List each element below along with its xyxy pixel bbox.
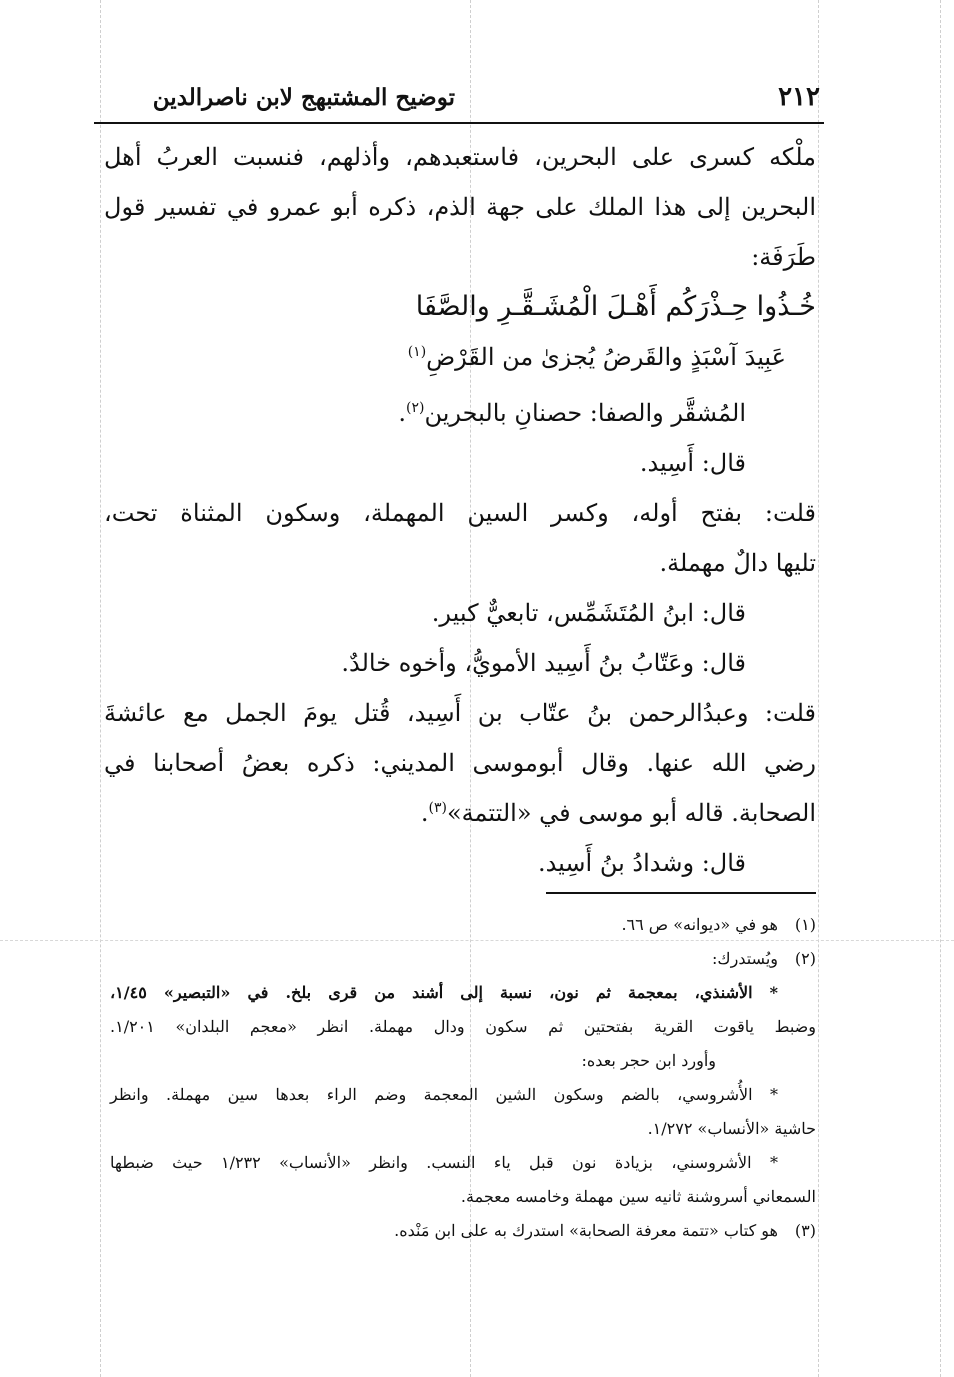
footnote-rule: [546, 892, 816, 894]
header-title: توضيح المشتبهج لابن ناصرالدين: [152, 84, 455, 111]
footnote-number: (١): [794, 915, 816, 934]
entry-asid: قال: أَسِيد.: [639, 449, 746, 477]
footnote-marker: (٢): [406, 400, 425, 416]
poem-verse-first-hemistich: خُـذُوا حِـذْرَكُم أَهْـلَ الْمُشَـقَّـرِ والصَّفَا: [415, 291, 816, 322]
text-line: [104, 388, 816, 438]
period: .: [398, 399, 407, 427]
footnote-text: هو في «ديوانه» ص ٦٦.: [621, 915, 778, 934]
scan-guide-line: [100, 0, 101, 1377]
footnote-entry-ushrusi: * الأُشروسي، بالضم وسكون الشين المعجمة وضم الراء بعدها سين مهملة. وانظر: [110, 1085, 778, 1104]
footnote-2: [110, 942, 816, 976]
scan-guide-line: [940, 0, 941, 1377]
text-line: رضي الله عنها. وقال أبوموسى المديني: ذكره بعضُ أصحابنا في: [104, 749, 816, 777]
footnote-number: (٢): [794, 949, 816, 968]
footnote-3: [110, 1214, 816, 1248]
footnote-line: حاشية «الأنساب» ١/٢٧٢.: [647, 1119, 816, 1138]
text-line: تليها دالٌ مهملة.: [659, 549, 816, 577]
entry-mutashammis: قال: ابنُ المُتَشَمِّس، تابعيٌّ كبير.: [431, 599, 746, 627]
scan-guide-line: [818, 0, 819, 1377]
header-rule: [94, 122, 824, 124]
verse-text: عَبِيدَ آسْبَذٍ والقَرضُ يُجزىٰ من القَرْضِ: [426, 343, 786, 371]
text-line: ملْكه كسرى على البحرين، فاستعبدهم، وأذلهم، فنسبت العربُ أهل: [104, 143, 816, 171]
text-line: قلت: وعبدُالرحمن بنُ عتّاب بن أَسِيد، قُتل يومَ الجمل مع عائشةَ: [104, 699, 816, 727]
text-line: [104, 788, 816, 838]
text-line: طَرَفَة:: [751, 243, 816, 271]
entry-attab: قال: وعَتّابُ بنُ أَسِيد الأمويُّ، وأخوه خالدٌ.: [341, 649, 746, 677]
footnotes: [110, 908, 816, 1248]
main-text: [104, 132, 816, 888]
footnote-text: ويُستدرك:: [712, 949, 778, 968]
footnote-entry-ashrusni: * الأشروسني، بزيادة نون قبل ياء النسب. وانظر «الأنساب» ١/٢٣٢ حيث ضبطها: [110, 1153, 778, 1172]
page-number: ٢١٢: [778, 82, 820, 112]
footnote-line: وضبط ياقوت القرية بفتحتين ثم سكون ودال مهملة. انظر «معجم البلدان» ١/٢٠١.: [110, 1017, 816, 1036]
footnote-entry-ashnadhi: * الأشنذي، بمعجمة ثم نون، نسبة إلى أشند من قرى بلخ. في «التبصير» ١/٤٥،: [110, 983, 778, 1002]
footnote-line: وأورد ابن حجر بعده:: [581, 1051, 716, 1070]
running-header: [100, 80, 820, 120]
footnote-marker: (٣): [428, 800, 447, 816]
footnote-text: هو كتاب «تتمة معرفة الصحابة» استدرك به على ابن مَنْده.: [394, 1221, 778, 1240]
footnote-marker: (١): [407, 344, 427, 360]
text-segment: الصحابة. قاله أبو موسى في «التتمة»: [446, 799, 816, 827]
text-line: البحرين إلى هذا الملك على جهة الذم، ذكره أبو عمرو في تفسير قول: [104, 193, 816, 221]
mushaqqar-text: المُشقَّر والصفا: حصنانِ بالبحرين: [424, 399, 746, 427]
poem-verse-second-hemistich: [104, 332, 816, 382]
footnote-1: [110, 908, 816, 942]
footnote-line: السمعاني أسروشنة ثانيه سين مهملة وخامسه معجمة.: [460, 1187, 816, 1206]
footnote-number: (٣): [794, 1221, 816, 1240]
entry-shaddad: قال: وشدادُ بنُ أَسِيد.: [537, 849, 746, 877]
text-line: قلت: بفتح أوله، وكسر السين المهملة، وسكون المثناة تحت،: [104, 499, 816, 527]
period: .: [420, 799, 429, 827]
